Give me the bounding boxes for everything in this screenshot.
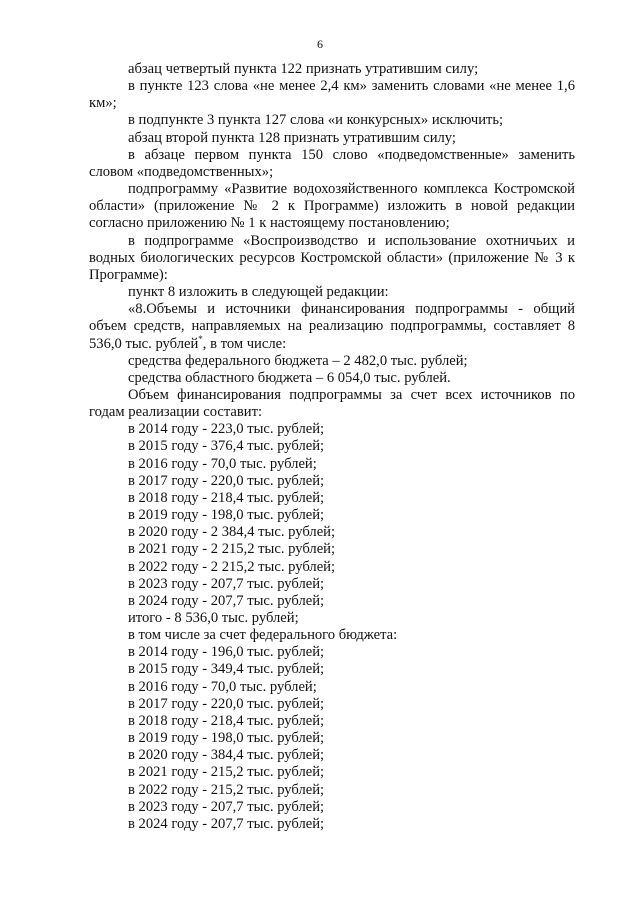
list-item: в 2018 году - 218,4 тыс. рублей; xyxy=(128,712,325,729)
list-item: в 2014 году - 223,0 тыс. рублей; xyxy=(128,421,325,438)
paragraph: абзац второй пункта 128 признать утратившим силу; xyxy=(128,129,456,146)
list-item: в 2014 году - 196,0 тыс. рублей; xyxy=(128,644,325,661)
list-item: в 2020 году - 384,4 тыс. рублей; xyxy=(128,747,325,764)
list-item: в 2021 году - 215,2 тыс. рублей; xyxy=(128,764,325,781)
list-item: в 2024 году - 207,7 тыс. рублей; xyxy=(128,592,325,609)
list-item: в 2022 году - 215,2 тыс. рублей; xyxy=(128,781,325,798)
paragraph: подпрограмму «Развитие водохозяйственного комплекса Костромской области» (приложение № 2 к Программе) изложить в новой редакции согласно приложению № 1 к настоящему постановлению; xyxy=(89,181,575,232)
paragraph: в подпрограмме «Воспроизводство и использование охотничьих и водных биологических ресурсов Костромской области» (приложение № 3 к Программе): xyxy=(89,232,575,283)
list-item: в 2015 году - 349,4 тыс. рублей; xyxy=(128,661,325,678)
document-body xyxy=(89,61,575,833)
list-item: в 2021 году - 2 215,2 тыс. рублей; xyxy=(128,541,336,558)
list-item: в 2024 году - 207,7 тыс. рублей; xyxy=(128,815,325,832)
all-sources-by-year-list xyxy=(89,421,575,644)
financing-intro-text: «8.Объемы и источники финансирования подпрограммы - общий объем средств, направляемых на реализацию подпрограммы, составляет 8 536,0 тыс. рублей xyxy=(89,301,575,352)
list-item: в 2015 году - 376,4 тыс. рублей; xyxy=(128,438,325,455)
footnote-mark: * xyxy=(198,333,203,344)
financing-intro xyxy=(89,301,575,352)
federal-intro: в том числе за счет федерального бюджета: xyxy=(128,627,398,644)
list-item: в 2023 году - 207,7 тыс. рублей; xyxy=(128,798,325,815)
total-line: итого - 8 536,0 тыс. рублей; xyxy=(128,610,299,626)
federal-total: средства федерального бюджета – 2 482,0 тыс. рублей; xyxy=(128,352,468,369)
list-item: в 2023 году - 207,7 тыс. рублей; xyxy=(128,575,325,592)
list-item: в 2022 году - 2 215,2 тыс. рублей; xyxy=(128,558,336,575)
regional-total: средства областного бюджета – 6 054,0 тыс. рублей. xyxy=(128,369,451,386)
financing-intro-tail: , в том числе: xyxy=(202,335,287,352)
list-item: в 2017 году - 220,0 тыс. рублей; xyxy=(128,472,325,489)
paragraph: в подпункте 3 пункта 127 слова «и конкурсных» исключить; xyxy=(128,112,504,129)
paragraph: пункт 8 изложить в следующей редакции: xyxy=(128,284,389,301)
list-item: в 2018 году - 218,4 тыс. рублей; xyxy=(128,489,325,506)
federal-by-year-list xyxy=(89,644,575,833)
paragraph: в пункте 123 слова «не менее 2,4 км» заменить словами «не менее 1,6 км»; xyxy=(89,78,575,112)
list-item: в 2019 году - 198,0 тыс. рублей; xyxy=(128,730,325,747)
by-year-intro: Объем финансирования подпрограммы за счет всех источников по годам реализации составит: xyxy=(89,386,575,421)
paragraph: абзац четвертый пункта 122 признать утратившим силу; xyxy=(128,61,479,77)
list-item: в 2016 году - 70,0 тыс. рублей; xyxy=(128,678,317,695)
list-item: в 2019 году - 198,0 тыс. рублей; xyxy=(128,507,325,524)
list-item: в 2020 году - 2 384,4 тыс. рублей; xyxy=(128,524,336,541)
list-item: в 2017 году - 220,0 тыс. рублей; xyxy=(128,695,325,712)
paragraph: в абзаце первом пункта 150 слово «подведомственные» заменить словом «подведомственных»; xyxy=(89,146,575,180)
list-item: в 2016 году - 70,0 тыс. рублей; xyxy=(128,455,317,472)
page-number: 6 xyxy=(317,37,323,51)
